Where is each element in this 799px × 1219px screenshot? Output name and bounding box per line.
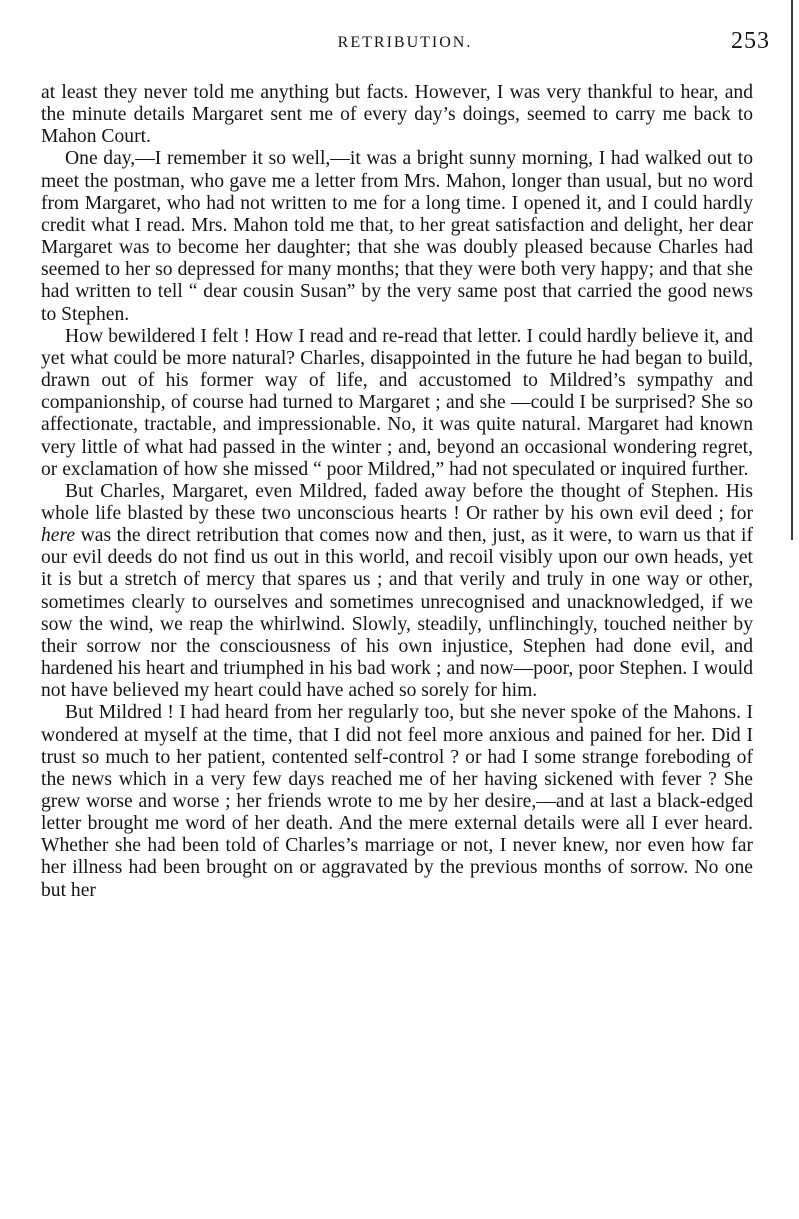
page-header	[40, 28, 770, 58]
paragraph-continued: at least they never told me anything but facts. However, I was very thankful to hear, and the minute details Margaret sent me of every day’s doings, seemed to carry me back to Mahon Court.	[41, 82, 753, 148]
paragraph-stephen-part-2: was the direct retribution that comes now and then, just, as it were, to warn us that if our evil deeds do not find us out in this world, and recoil visibly upon our own heads, yet it is but a stretch of mercy that spares us ; and that verily and truly in one way or other, sometimes clearly to ourselves and sometimes unrecognised and unacknowledged, if we sow the wind, we reap the whirlwind. Slowly, steadily, unflinchingly, touched neither by their sorrow nor the consciousness of his own injustice, Stephen had done evil, and hardened his heart and triumphed in his bad work ; and now—poor, poor Stephen. I would not have believed my heart could have ached so sorely for him.	[41, 525, 753, 702]
emphasis-here: here	[41, 525, 76, 547]
paragraph-mildred: But Mildred ! I had heard from her regularly too, but she never spoke of the Mahons. I wondered at myself at the time, that I did not feel more anxious and pained for her. Did I trust so much to her patient, contented self-control ? or had I some strange foreboding of the news which in a very few days reached me of her having sickened with fever ? She grew worse and worse ; her friends wrote to me by her desire,—and at last a black-edged letter brought me word of her death. And the mere external details were all I ever heard. Whether she had been told of Charles’s marriage or not, I never knew, nor even how far her illness had been brought on or aggravated by the previous months of sorrow. No one but her	[41, 702, 753, 901]
running-head: RETRIBUTION.	[337, 34, 473, 51]
paragraph-letter: One day,—I remember it so well,—it was a bright sunny morning, I had walked out to meet the postman, who gave me a letter from Mrs. Mahon, longer than usual, but no word from Margaret, who had not written to me for a long time. I opened it, and I could hardly credit what I read. Mrs. Mahon told me that, to her great satisfaction and delight, her dear Margaret was to become her daughter; that she was doubly pleased because Charles had seemed to her so depressed for many months; that they were both very happy; and that she had written to tell “ dear cousin Susan” by the very same post that carried the good news to Stephen.	[41, 148, 753, 325]
paragraph-bewildered: How bewildered I felt ! How I read and re-read that letter. I could hardly believe it, and yet what could be more natural? Charles, disappointed in the future he had began to build, drawn out of his former way of life, and accustomed to Mildred’s sympathy and companionship, of course had turned to Margaret ; and she —could I be surprised? She so affectionate, tractable, and impressionable. No, it was quite natural. Margaret had known very little of what had passed in the winter ; and, beyond an occasional wondering regret, or exclamation of how she missed “ poor Mildred,” had not speculated or inquired further.	[41, 325, 753, 480]
page-number: 253	[731, 28, 770, 54]
page-edge-line	[791, 0, 793, 540]
paragraph-stephen	[41, 481, 753, 703]
body-text	[41, 82, 753, 902]
paragraph-stephen-part-1: But Charles, Margaret, even Mildred, faded away before the thought of Stephen. His whole life blasted by these two unconscious hearts ! Or rather by his own evil deed ; for	[41, 480, 753, 524]
